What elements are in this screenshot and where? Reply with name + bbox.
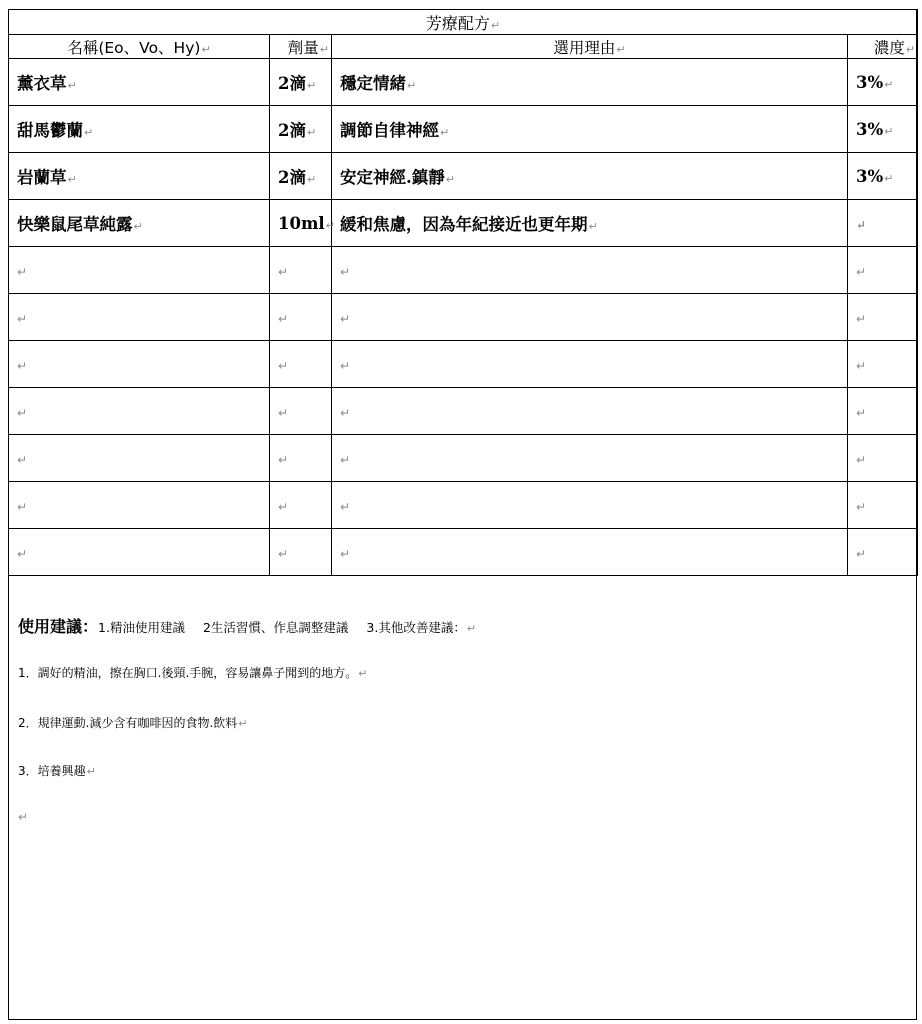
empty-cell: ↵ (9, 482, 270, 529)
empty-cell: ↵ (848, 388, 918, 435)
empty-cell: ↵ (848, 247, 918, 294)
empty-cell: ↵ (270, 341, 332, 388)
cell-dose: 2滴↵ (270, 59, 332, 106)
cell-dose: 2滴↵ (270, 153, 332, 200)
notes-category-2: 2生活習慣、作息調整建議 (202, 620, 349, 635)
note-item-3: 3．培養興趣↵ (18, 764, 96, 778)
empty-table-row (9, 435, 918, 482)
notes-heading: 使用建議： (18, 617, 99, 636)
cell-reason: 穩定情緒↵ (332, 59, 848, 106)
cell-concentration: 3%↵ (848, 106, 918, 153)
header-reason: 選用理由↵ (332, 35, 848, 59)
notes-heading-line: 使用建議：1.精油使用建議 2生活習慣、作息調整建議 3.其他改善建議：↵ (18, 617, 477, 636)
note-empty-line: ↵ (18, 810, 29, 824)
empty-table-row (9, 482, 918, 529)
cell-name: 薰衣草↵ (9, 59, 270, 106)
cell-reason: 安定神經.鎮靜↵ (332, 153, 848, 200)
empty-cell: ↵ (270, 435, 332, 482)
notes-category-1: 1.精油使用建議 (98, 620, 185, 635)
empty-cell: ↵ (848, 294, 918, 341)
table-row (9, 59, 918, 106)
empty-cell: ↵ (848, 341, 918, 388)
cell-reason: 緩和焦慮，因為年紀接近也更年期↵ (332, 200, 848, 247)
cell-concentration: 3%↵ (848, 59, 918, 106)
cell-concentration: ↵ (848, 200, 918, 247)
header-name: 名稱(Eo、Vo、Hy)↵ (9, 35, 270, 59)
cell-dose: 10ml↵ (270, 200, 332, 247)
empty-cell: ↵ (332, 294, 848, 341)
cell-concentration: 3%↵ (848, 153, 918, 200)
table-row (9, 153, 918, 200)
empty-cell: ↵ (9, 529, 270, 576)
table-title: 芳療配方 (425, 13, 490, 33)
table-title-cell (9, 10, 918, 35)
header-dose: 劑量↵ (270, 35, 332, 59)
empty-cell: ↵ (270, 529, 332, 576)
empty-cell: ↵ (848, 529, 918, 576)
empty-cell: ↵ (848, 435, 918, 482)
empty-cell: ↵ (9, 388, 270, 435)
empty-table-row (9, 388, 918, 435)
empty-cell: ↵ (9, 294, 270, 341)
empty-cell: ↵ (332, 341, 848, 388)
empty-cell: ↵ (270, 388, 332, 435)
cell-name: 快樂鼠尾草純露↵ (9, 200, 270, 247)
cell-name: 岩蘭草↵ (9, 153, 270, 200)
aromatherapy-formula-table (8, 9, 918, 576)
document-sheet (8, 9, 917, 1020)
empty-cell: ↵ (332, 482, 848, 529)
empty-cell: ↵ (270, 247, 332, 294)
empty-cell: ↵ (848, 482, 918, 529)
empty-cell: ↵ (332, 388, 848, 435)
note-item-1: 1．調好的精油，擦在胸口.後頸.手腕，容易讓鼻子聞到的地方。↵ (18, 666, 368, 680)
cell-reason: 調節自律神經↵ (332, 106, 848, 153)
header-row (9, 35, 918, 59)
empty-cell: ↵ (9, 341, 270, 388)
empty-table-row (9, 294, 918, 341)
empty-cell: ↵ (332, 435, 848, 482)
usage-notes (18, 614, 908, 824)
empty-cell: ↵ (9, 247, 270, 294)
table-row (9, 106, 918, 153)
table-title-row (9, 10, 918, 35)
empty-cell: ↵ (9, 435, 270, 482)
return-mark: ↵ (490, 18, 501, 32)
cell-name: 甜馬鬱蘭↵ (9, 106, 270, 153)
empty-table-row (9, 529, 918, 576)
empty-cell: ↵ (270, 482, 332, 529)
header-concentration: 濃度↵ (848, 35, 918, 59)
cell-dose: 2滴↵ (270, 106, 332, 153)
empty-table-row (9, 341, 918, 388)
note-item-2: 2．規律運動.減少含有咖啡因的食物.飲料↵ (18, 716, 248, 730)
empty-table-row (9, 247, 918, 294)
empty-cell: ↵ (332, 529, 848, 576)
empty-cell: ↵ (332, 247, 848, 294)
notes-category-3: 3.其他改善建議： (366, 620, 466, 635)
table-row (9, 200, 918, 247)
empty-cell: ↵ (270, 294, 332, 341)
